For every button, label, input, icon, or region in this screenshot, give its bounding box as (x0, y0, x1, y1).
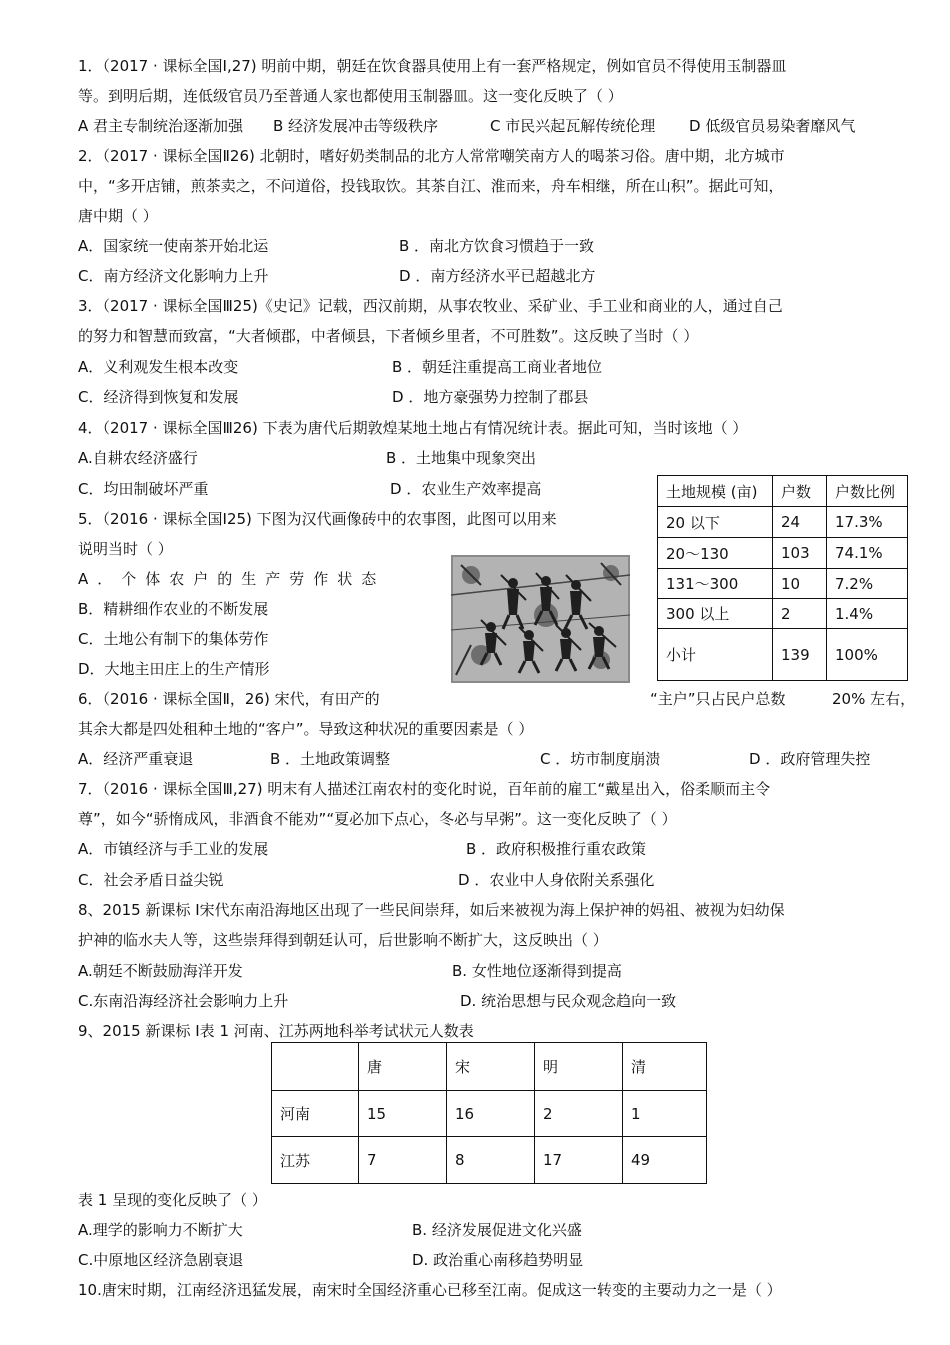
question-9-line-1: 9、2015 新课标 Ⅰ表 1 河南、江苏两地科举考试状元人数表 (78, 1022, 474, 1040)
question-5-line-2: 说明当时（ ） (78, 540, 173, 558)
question-8-line-2: 护神的临水夫人等，这些崇拜得到朝廷认可，后世影响不断扩大，这反映出（ ） (78, 931, 608, 949)
land-table-cell: 小计 (658, 629, 773, 681)
q7-option-b: B ．政府积极推行重农政策 (466, 840, 647, 858)
q3-option-b: B ．朝廷注重提高工商业者地位 (392, 358, 603, 376)
question-1-line-2: 等。到明后期，连低级官员乃至普通人家也都使用玉制器皿。这一变化反映了（ ） (78, 87, 623, 105)
land-table-header: 户数比例 (827, 476, 908, 507)
land-table-cell: 10 (773, 569, 827, 599)
q3-option-c: C．经济得到恢复和发展 (78, 388, 239, 406)
scholar-table-cell: 7 (359, 1137, 447, 1184)
scholar-table-cell: 49 (623, 1137, 707, 1184)
q8-option-c: C.东南沿海经济社会影响力上升 (78, 992, 289, 1010)
question-8-line-1: 8、2015 新课标 Ⅰ宋代东南沿海地区出现了一些民间崇拜，如后来被视为海上保护神的妈祖、被视为妇幼保 (78, 901, 785, 919)
q2-option-c: C．南方经济文化影响力上升 (78, 267, 269, 285)
q7-option-a: A．市镇经济与手工业的发展 (78, 840, 269, 858)
scholar-table-header: 宋 (447, 1043, 535, 1091)
land-table-cell: 7.2% (827, 569, 908, 599)
q1-option-d: D 低级官员易染奢靡风气 (689, 117, 856, 135)
question-9-line-2: 表 1 呈现的变化反映了（ ） (78, 1191, 267, 1209)
question-6-line-1c: 20% 左右， (832, 690, 916, 708)
land-table-cell: 2 (773, 599, 827, 629)
question-5-line-1: 5．（2016 · 课标全国Ⅰ25) 下图为汉代画像砖中的农事图，此图可以用来 (78, 510, 557, 528)
land-table-cell: 24 (773, 507, 827, 538)
scholar-table-header: 清 (623, 1043, 707, 1091)
scholar-table-cell: 2 (535, 1091, 623, 1137)
q1-option-b: B 经济发展冲击等级秩序 (273, 117, 439, 135)
q6-option-d: D ．政府管理失控 (749, 750, 871, 768)
question-7-line-1: 7．（2016 · 课标全国Ⅲ,27) 明末有人描述江南农村的变化时说，百年前的雇工“戴星出入，俗柔顺而主令 (78, 780, 771, 798)
land-table-header: 户数 (773, 476, 827, 507)
scholar-count-table (271, 1042, 707, 1184)
scholar-table-cell: 1 (623, 1091, 707, 1137)
question-6-line-2: 其余大都是四处租种土地的“客户”。导致这种状况的重要因素是（ ） (78, 720, 534, 738)
scholar-table-header: 明 (535, 1043, 623, 1091)
scholar-table-cell: 15 (359, 1091, 447, 1137)
land-table-cell: 131～300 (658, 569, 773, 599)
q5-option-a: A．个体农户的生产劳作状态 (78, 570, 386, 588)
han-farming-relief-image (451, 555, 630, 683)
question-7-line-2: 尊”，如今“骄惰成风，非酒食不能劝”“夏必加下点心，冬必与早粥”。这一变化反映了（ ） (78, 810, 677, 828)
q3-option-d: D ．地方豪强势力控制了郡县 (392, 388, 589, 406)
land-table-cell: 20 以下 (658, 507, 773, 538)
land-table-cell: 20～130 (658, 538, 773, 569)
land-table-cell: 300 以上 (658, 599, 773, 629)
q8-option-d: D. 统治思想与民众观念趋向一致 (460, 992, 677, 1010)
q6-option-a: A．经济严重衰退 (78, 750, 194, 768)
q2-option-d: D ．南方经济水平已超越北方 (399, 267, 596, 285)
q9-option-c: C.中原地区经济急剧衰退 (78, 1251, 244, 1269)
q8-option-b: B. 女性地位逐渐得到提高 (452, 962, 622, 980)
scholar-table-cell: 江苏 (272, 1137, 359, 1184)
q9-option-d: D. 政治重心南移趋势明显 (412, 1251, 584, 1269)
question-6-line-1a: 6．（2016 · 课标全国Ⅱ，26) 宋代，有田产的 (78, 690, 380, 708)
land-table-cell: 100% (827, 629, 908, 681)
q4-option-c: C．均田制破坏严重 (78, 480, 209, 498)
q6-option-c: C ．坊市制度崩溃 (540, 750, 661, 768)
q4-option-a: A.自耕农经济盛行 (78, 449, 198, 467)
scholar-table-cell: 河南 (272, 1091, 359, 1137)
q1-option-c: C 市民兴起瓦解传统伦理 (490, 117, 656, 135)
scholar-table-cell: 17 (535, 1137, 623, 1184)
q4-option-d: D ．农业生产效率提高 (390, 480, 542, 498)
scholar-table-header (272, 1043, 359, 1091)
question-4-line-1: 4．（2017 · 课标全国Ⅲ26) 下表为唐代后期敦煌某地土地占有情况统计表。据此可知，当时该地（ ） (78, 419, 748, 437)
q5-option-c: C．土地公有制下的集体劳作 (78, 630, 269, 648)
question-3-line-2: 的努力和智慧而致富，“大者倾郡，中者倾县，下者倾乡里者，不可胜数”。这反映了当时（ ） (78, 327, 699, 345)
land-table-cell: 139 (773, 629, 827, 681)
q7-option-d: D ．农业中人身依附关系强化 (458, 871, 655, 889)
land-table-cell: 17.3% (827, 507, 908, 538)
q9-option-b: B. 经济发展促进文化兴盛 (412, 1221, 582, 1239)
q5-option-d: D．大地主田庄上的生产情形 (78, 660, 270, 678)
q2-option-a: A．国家统一使南茶开始北运 (78, 237, 269, 255)
q8-option-a: A.朝廷不断鼓励海洋开发 (78, 962, 243, 980)
q9-option-a: A.理学的影响力不断扩大 (78, 1221, 243, 1239)
question-2-line-1: 2．（2017 · 课标全国Ⅱ26) 北朝时，嗜好奶类制品的北方人常常嘲笑南方人的喝茶习俗。唐中期，北方城市 (78, 147, 785, 165)
q2-option-b: B ．南北方饮食习惯趋于一致 (399, 237, 595, 255)
q6-option-b: B ．土地政策调整 (270, 750, 391, 768)
scholar-table-cell: 16 (447, 1091, 535, 1137)
land-table-cell: 103 (773, 538, 827, 569)
question-1-line-1: 1．（2017 · 课标全国Ⅰ,27) 明前中期，朝廷在饮食器具使用上有一套严格规定，例如官员不得使用玉制器皿 (78, 57, 787, 75)
land-table-header: 土地规模 (亩) (658, 476, 773, 507)
scholar-table-header: 唐 (359, 1043, 447, 1091)
land-table-cell: 74.1% (827, 538, 908, 569)
question-10-line-1: 10.唐宋时期，江南经济迅猛发展，南宋时全国经济重心已移至江南。促成这一转变的主要动力之一是（ ） (78, 1281, 782, 1299)
question-2-line-2: 中，“多开店铺，煎茶卖之，不问道俗，投钱取饮。其茶自江、淮而来，舟车相继，所在山积”。据此可知， (78, 177, 784, 195)
q1-option-a: A 君主专制统治逐渐加强 (78, 117, 244, 135)
q5-option-b: B．精耕细作农业的不断发展 (78, 600, 269, 618)
q4-option-b: B ．土地集中现象突出 (386, 449, 537, 467)
land-ownership-table (657, 475, 908, 681)
q3-option-a: A．义利观发生根本改变 (78, 358, 239, 376)
question-3-line-1: 3．（2017 · 课标全国Ⅲ25)《史记》记载，西汉前期，从事农牧业、采矿业、手工业和商业的人，通过自己 (78, 297, 783, 315)
question-2-line-3: 唐中期（ ） (78, 207, 158, 225)
question-6-line-1b: “主户”只占民户总数 (650, 690, 786, 708)
land-table-cell: 1.4% (827, 599, 908, 629)
q7-option-c: C．社会矛盾日益尖锐 (78, 871, 224, 889)
scholar-table-cell: 8 (447, 1137, 535, 1184)
